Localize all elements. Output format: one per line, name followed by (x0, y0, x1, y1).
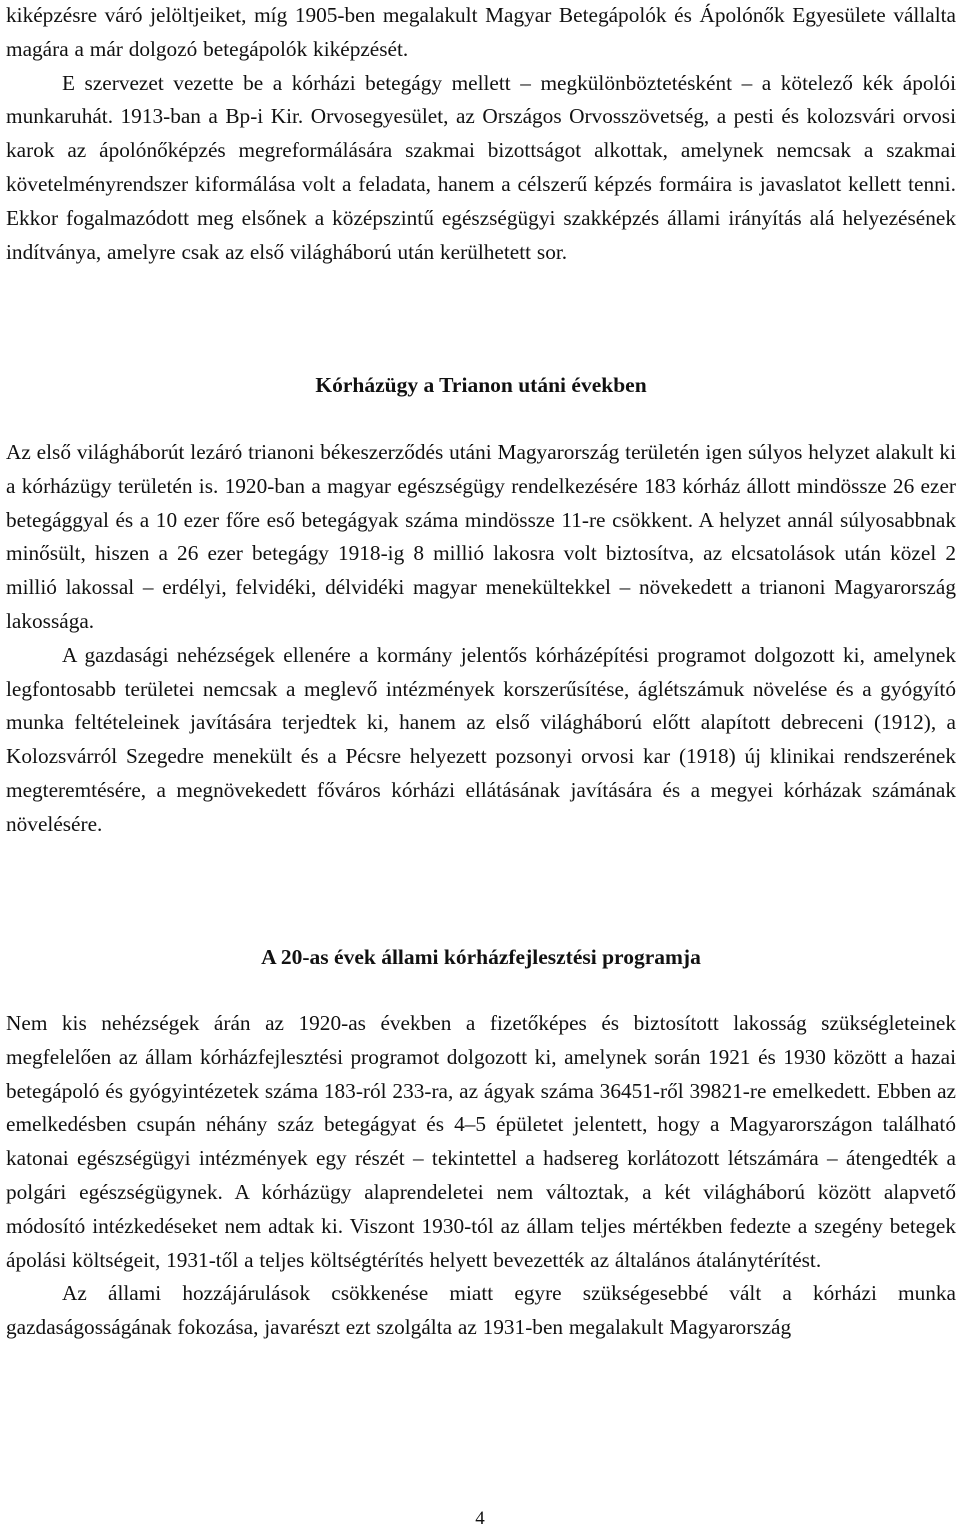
paragraph: Az első világháborút lezáró trianoni békeszerződés utáni Magyarország területén igen súlyos helyzet alakult ki a kórházügy területén is. 1920-ban a magyar egészségügy rendelkezésére 183 kórház állott mindössze 26 ezer betegággyal és a 10 ezer főre eső betegágyak száma mindössze 11-re csökkent. A helyzet annál súlyosabbnak minősült, hiszen a 26 ezer betegágy 1918-ig 8 millió lakosra volt biztosítva, az elcsatolások után közel 2 millió lakossal – erdélyi, felvidéki, délvidéki magyar menekültekkel – növekedett a trianoni Magyarország lakossága. (6, 440, 956, 633)
paragraph: A gazdasági nehézségek ellenére a kormány jelentős kórházépítési programot dolgozott ki, amelynek legfontosabb területei nemcsak a meglevő intézmények korszerűsítése, áglétszámuk növelése és a gyógyító munka feltételeinek javítására terjedtek ki, hanem az első világháború előtt alapított debreceni (1912), a Kolozsvárról Szegedre menekült és a Pécsre helyezett pozsonyi orvosi kar (1918) új klinikai rendszerének megteremtésére, a megnövekedett főváros kórházi ellátásának javítására és a megyei kórházak számának növelésére. (6, 642, 956, 836)
section-body (6, 1007, 956, 1345)
paragraph: Az állami hozzájárulások csökkenése miatt egyre szükségesebbé vált a kórházi munka gazdaságosságának fokozása, javarészt ezt szolgálta az 1931-ben megalakult Magyarország (6, 1281, 956, 1340)
paragraph: E szervezet vezette be a kórházi betegágy mellett – megkülönböztetésként – a kötelező kék ápolói munkaruhát. 1913-ban a Bp-i Kir. Orvosegyesület, az Országos Orvosszövetség, a pesti és kolozsvári orvosi karok az ápolónőképzés megreformálására szakmai bizottságot alkottak, amelynek nemcsak a szakmai követelményrendszer kiformálása volt a feladata, hanem a célszerű képzés formáira is javaslatot kellett tenni. Ekkor fogalmazódott meg elsőnek a középszintű egészségügyi szakképzés állami irányítás alá helyezésének indítványa, amelyre csak az első világháború után kerülhetett sor. (6, 70, 956, 264)
paragraph: kiképzésre váró jelöltjeiket, míg 1905-ben megalakult Magyar Betegápolók és Ápolónők Egyesülete vállalta magára a már dolgozó betegápolók kiképzését. (6, 3, 956, 61)
intro-text (6, 0, 956, 269)
paragraph: Nem kis nehézségek árán az 1920-as években a fizetőképes és biztosított lakosság szükségleteinek megfelelően az állam kórházfejlesztési programot dolgozott ki, amelynek során 1921 és 1930 között a hazai betegápoló és gyógyintézetek száma 183-ról 233-ra, az ágyak száma 36451-ről 39821-re emelkedett. Ebben az emelkedésben csupán néhány száz betegágyat és 4–5 épületet jelentett, hogy a Magyarországon található katonai egészségügyi intézmények egy részét – tekintettel a hadsereg korlátozott létszámára – átengedték a polgári egészségügynek. A kórházügy alaprendeletei nem változtak, a két világháború között alapvető módosító intézkedéseket nem adtak ki. Viszont 1930-tól az állam teljes mértékben fedezte a szegény betegek ápolási költségeit, 1931-től a teljes költségtérítés helyett bevezették az általános átalánytérítést. (6, 1011, 956, 1272)
section-heading: A 20-as évek állami kórházfejlesztési programja (261, 945, 701, 969)
section-heading: Kórházügy a Trianon utáni években (315, 373, 647, 397)
page-number: 4 (475, 1508, 485, 1529)
section-body (6, 436, 956, 842)
document-page (6, 0, 956, 1537)
